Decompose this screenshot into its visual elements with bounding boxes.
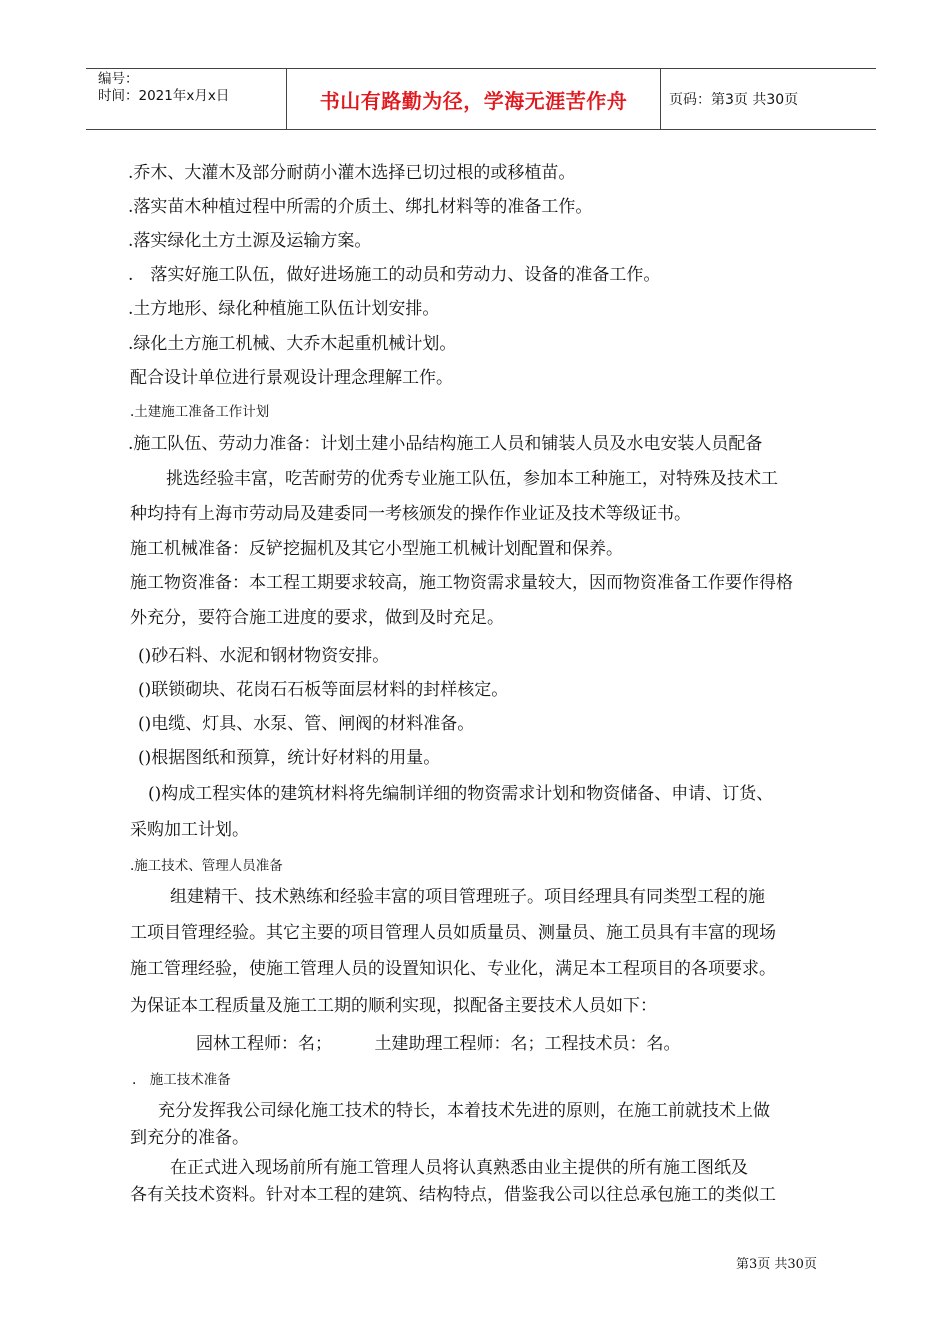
body-line: 到充分的准备。 xyxy=(130,1128,249,1148)
section-heading: .施工技术、管理人员准备 xyxy=(130,858,283,874)
header-motto-cell xyxy=(287,69,661,129)
number-label: 编号： xyxy=(98,71,139,87)
list-item: ()联锁砌块、花岗石石板等面层材料的封样核定。 xyxy=(138,680,509,700)
body-line: 在正式进入现场前所有施工管理人员将认真熟悉由业主提供的所有施工图纸及 xyxy=(170,1158,748,1178)
header-page-info-cell xyxy=(661,69,876,129)
body-line: 组建精干、技术熟练和经验丰富的项目管理班子。项目经理具有同类型工程的施 xyxy=(170,887,765,907)
body-line: .施工队伍、劳动力准备：计划土建小品结构施工人员和铺装人员及水电安装人员配备 xyxy=(128,434,763,454)
section-heading: . 施工技术准备 xyxy=(132,1072,231,1088)
list-item: ()砂石料、水泥和钢材物资安排。 xyxy=(138,646,390,666)
body-line: 施工机械准备：反铲挖掘机及其它小型施工机械计划配置和保养。 xyxy=(130,539,623,559)
body-line: .落实苗木种植过程中所需的介质土、绑扎材料等的准备工作。 xyxy=(128,197,593,217)
body-line: 外充分，要符合施工进度的要求，做到及时充足。 xyxy=(130,608,504,628)
list-item: ()电缆、灯具、水泵、管、闸阀的材料准备。 xyxy=(138,714,475,734)
body-line: .乔木、大灌木及部分耐荫小灌木选择已切过根的或移植苗。 xyxy=(128,163,576,183)
section-heading: .土建施工准备工作计划 xyxy=(130,404,270,420)
body-line: 各有关技术资料。针对本工程的建筑、结构特点，借鉴我公司以往总承包施工的类似工 xyxy=(130,1185,776,1205)
body-line: 园林工程师：名； 土建助理工程师：名；工程技术员：名。 xyxy=(196,1034,681,1054)
time-label: 时间：2021年x月x日 xyxy=(98,88,230,104)
body-line: .土方地形、绿化种植施工队伍计划安排。 xyxy=(128,299,440,319)
header-meta xyxy=(86,69,287,129)
body-line: 配合设计单位进行景观设计理念理解工作。 xyxy=(130,368,453,388)
body-line: 为保证本工程质量及施工工期的顺利实现，拟配备主要技术人员如下： xyxy=(130,996,657,1016)
body-line: 种均持有上海市劳动局及建委同一考核颁发的操作作业证及技术等级证书。 xyxy=(130,504,691,524)
motto-text: 书山有路勤为径，学海无涯苦作舟 xyxy=(319,88,628,113)
body-line: 充分发挥我公司绿化施工技术的特长，本着技术先进的原则，在施工前就技术上做 xyxy=(158,1101,770,1121)
page-header xyxy=(86,68,876,130)
body-line: 施工管理经验，使施工管理人员的设置知识化、专业化，满足本工程项目的各项要求。 xyxy=(130,959,776,979)
list-item: ()根据图纸和预算，统计好材料的用量。 xyxy=(138,748,441,768)
page-footer: 第3页 共30页 xyxy=(736,1257,817,1272)
body-line: . 落实好施工队伍，做好进场施工的动员和劳动力、设备的准备工作。 xyxy=(128,265,661,285)
body-line: 工项目管理经验。其它主要的项目管理人员如质量员、测量员、施工员具有丰富的现场 xyxy=(130,923,776,943)
body-line: .绿化土方施工机械、大乔木起重机械计划。 xyxy=(128,334,457,354)
body-line: 采购加工计划。 xyxy=(130,820,249,840)
body-line: 施工物资准备：本工程工期要求较高，施工物资需求量较大，因而物资准备工作要作得格 xyxy=(130,573,793,593)
body-line: .落实绿化土方土源及运输方案。 xyxy=(128,231,372,251)
page-info-text: 页码：第3页 共30页 xyxy=(669,92,799,108)
body-line: 挑选经验丰富，吃苦耐劳的优秀专业施工队伍，参加本工种施工，对特殊及技术工 xyxy=(166,469,778,489)
list-item: ()构成工程实体的建筑材料将先编制详细的物资需求计划和物资储备、申请、订货、 xyxy=(148,784,774,804)
